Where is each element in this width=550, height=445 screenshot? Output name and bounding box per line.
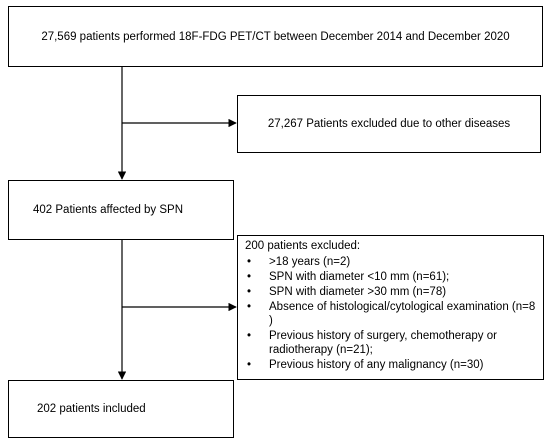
bullet-icon: • (247, 286, 252, 298)
excluded-title: 200 patients excluded: (245, 240, 361, 252)
bullet-icon: • (247, 271, 252, 283)
list-item: • Absence of histological/cytological examination (n=8 ) (247, 301, 536, 327)
box-spn-text: 402 Patients affected by SPN (33, 204, 184, 216)
box-included-text: 202 patients included (37, 403, 146, 415)
box-initial-cohort (8, 6, 543, 67)
excluded-list (245, 255, 537, 372)
list-item: • SPN with diameter >30 mm (n=78) (247, 286, 447, 298)
box-excluded-other-diseases (237, 95, 541, 153)
bullet-icon: • (247, 330, 252, 342)
box-initial-cohort-text: 27,569 patients performed 18F-FDG PET/CT between December 2014 and December 2020 (41, 30, 510, 43)
list-item: • SPN with diameter <10 mm (n=61); (247, 271, 450, 283)
box-excluded-other-text: 27,267 Patients excluded due to other diseases (267, 118, 511, 130)
bullet-icon: • (247, 359, 252, 371)
list-item: • >18 years (n=2) (247, 256, 351, 268)
box-included-patients (8, 380, 234, 438)
bullet-icon: • (247, 301, 252, 313)
bullet-icon: • (247, 256, 252, 268)
list-item: • Previous history of any malignancy (n=30) (247, 359, 484, 371)
box-spn-patients (8, 180, 234, 240)
box-excluded-criteria (237, 235, 544, 380)
list-item: • Previous history of surgery, chemotherapy or radiotherapy (n=21); (247, 330, 497, 356)
